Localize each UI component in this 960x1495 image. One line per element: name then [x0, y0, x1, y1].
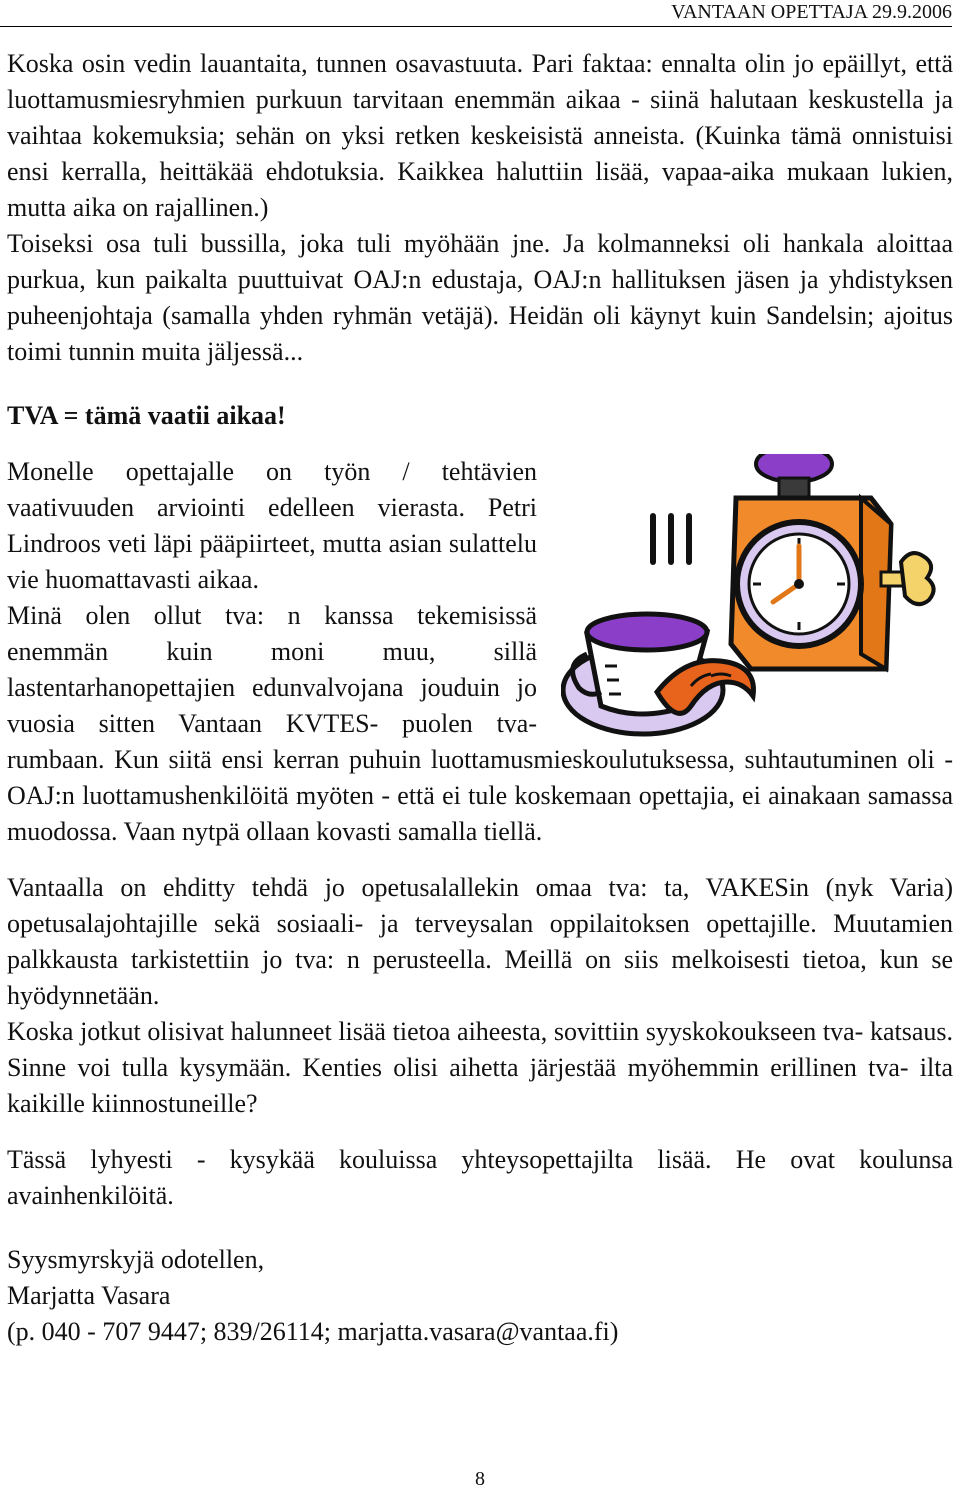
clock-coffee-illustration: [561, 454, 953, 742]
section-heading: TVA = tämä vaatii aikaa!: [7, 401, 286, 430]
paragraph-4: Minä olen ollut tva: n kanssa tekemisissä enemmän kuin moni muu, sillä lastentarhanopettajien edunvalvojana jouduin jo vuosia sitten Vantaan KVTES- puolen tva- rumbaan. Kun siitä ensi kerran puhuin luottamusmieskoulutuksessa, suhtautuminen oli - OAJ:n luottamushenkilöitä myöten - että ei tule koskemaan opettajia, ei ainakaan samassa muodossa. Vaan nytpä ollaan kovasti samalla tiellä.: [7, 601, 953, 846]
paragraph-2: Toiseksi osa tuli bussilla, joka tuli myöhään jne. Ja kolmanneksi oli hankala aloittaa purkua, kun paikalta puuttuivat OAJ:n edustaja, OAJ:n hallituksen jäsen ja yhdistyksen puheenjohtaja (samalla yhden ryhmän vetäjä). Heidän oli käynyt kuin Sandelsin; ajoitus toimi tunnin muita jäljessä...: [7, 229, 953, 366]
paragraph-3: Monelle opettajalle on työn / tehtävien vaativuuden arviointi edelleen vierasta. Petri Lindroos veti läpi pääpiirteet, mutta asian sulattelu vie huomattavasti aikaa.: [7, 457, 537, 594]
paragraph-6: Koska jotkut olisivat halunneet lisää tietoa aiheesta, sovittiin syyskokoukseen tva- katsaus. Sinne voi tulla kysymään. Kenties olisi aihetta järjestää myöhemmin erillinen tva- ilta kaikille kiinnostuneille?: [7, 1017, 953, 1118]
paragraph-5: Vantaalla on ehditty tehdä jo opetusalallekin omaa tva: ta, VAKESin (nyk Varia) opetusalajohtajille sekä sosiaali- ja terveysalan oppilaitoksen opettajille. Muutamien palkkausta tarkistettiin jo tva: n perusteella. Meillä on siis melkoisesti tietoa, kun se hyödynnetään.: [7, 873, 953, 1010]
clock-coffee-croissant-icon: [561, 454, 953, 742]
running-header: [0, 0, 952, 27]
paragraph-7: Tässä lyhyesti - kysykää kouluissa yhteysopettajilta lisää. He ovat koulunsa avainhenkilöitä.: [7, 1145, 953, 1210]
illustrated-section: [7, 454, 953, 850]
paragraph-1: Koska osin vedin lauantaita, tunnen osavastuuta. Pari faktaa: ennalta olin jo epäillyt, että luottamusmiesryhmien purkuun tarvitaan enemmän aikaa - siinä halutaan keskustella ja vaihtaa kokemuksia; sehän on yksi retken keskeisistä anneista. (Kuinka tämä onnistuisi ensi kerralla, heittäkää ehdotuksia. Kaikkea haluttiin lisää, vapaa-aika mukaan lukien, mutta aika on rajallinen.): [7, 49, 953, 222]
signature-name: Marjatta Vasara: [7, 1281, 171, 1310]
signature-contact: (p. 040 - 707 9447; 839/26114; marjatta.vasara@vantaa.fi): [7, 1317, 619, 1346]
article-body: [7, 46, 953, 1350]
running-title: VANTAAN OPETTAJA 29.9.2006: [671, 1, 952, 23]
page-number: 8: [475, 1468, 485, 1490]
signature-block: [7, 1242, 953, 1350]
signature-closing: Syysmyrskyjä odotellen,: [7, 1245, 265, 1274]
